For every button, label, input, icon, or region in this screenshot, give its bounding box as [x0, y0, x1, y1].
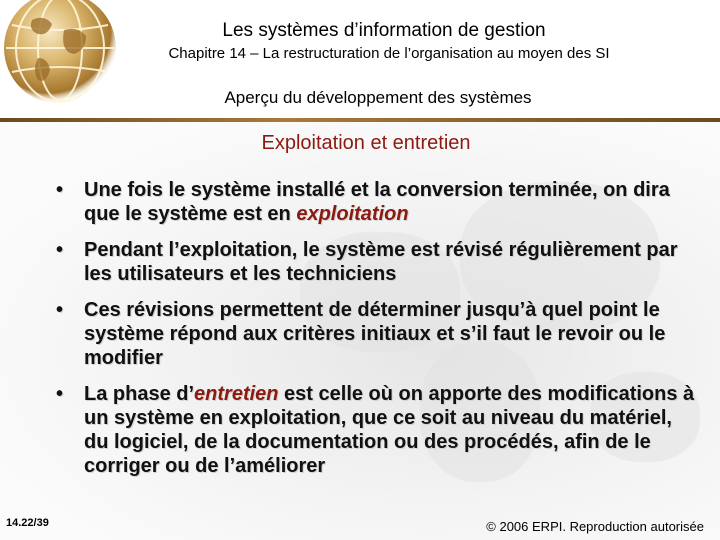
header-divider — [0, 118, 720, 122]
bullet-item — [56, 178, 696, 226]
bullet-text: La phase d’ — [84, 383, 195, 405]
bullet-text: Ces révisions permettent de déterminer jusqu’à quel point le système répond aux critères initiaux et s’il faut le revoir ou le modifier — [84, 299, 666, 369]
bullet-item — [56, 382, 696, 478]
emphasis-term: entretien — [194, 383, 279, 405]
page-number: 14.22/39 — [6, 517, 49, 529]
emphasis-term: exploitation — [296, 203, 409, 225]
copyright-notice: © 2006 ERPI. Reproduction autorisée — [486, 519, 704, 534]
section-title: Aperçu du développement des systèmes — [224, 88, 532, 107]
bullet-list — [56, 178, 696, 490]
slide-heading: Exploitation et entretien — [261, 132, 471, 154]
chapter-subtitle: Chapitre 14 – La restructuration de l’organisation au moyen des SI — [168, 45, 610, 62]
bullet-item — [56, 298, 696, 370]
bullet-text: est celle où on apporte des modifications à un système en exploitation, que ce soit au niveau du matériel, du logiciel, de la documentation ou des procédés, afin de le corriger ou de l’améliorer — [84, 383, 695, 477]
bullet-item — [56, 238, 696, 286]
slide-header — [0, 0, 720, 118]
presentation-title: Les systèmes d’information de gestion — [222, 20, 546, 41]
bullet-text: Une fois le système installé et la conversion terminée, on dira que le système est en — [84, 179, 670, 225]
bullet-text: Pendant l’exploitation, le système est révisé régulièrement par les utilisateurs et les techniciens — [84, 239, 678, 285]
